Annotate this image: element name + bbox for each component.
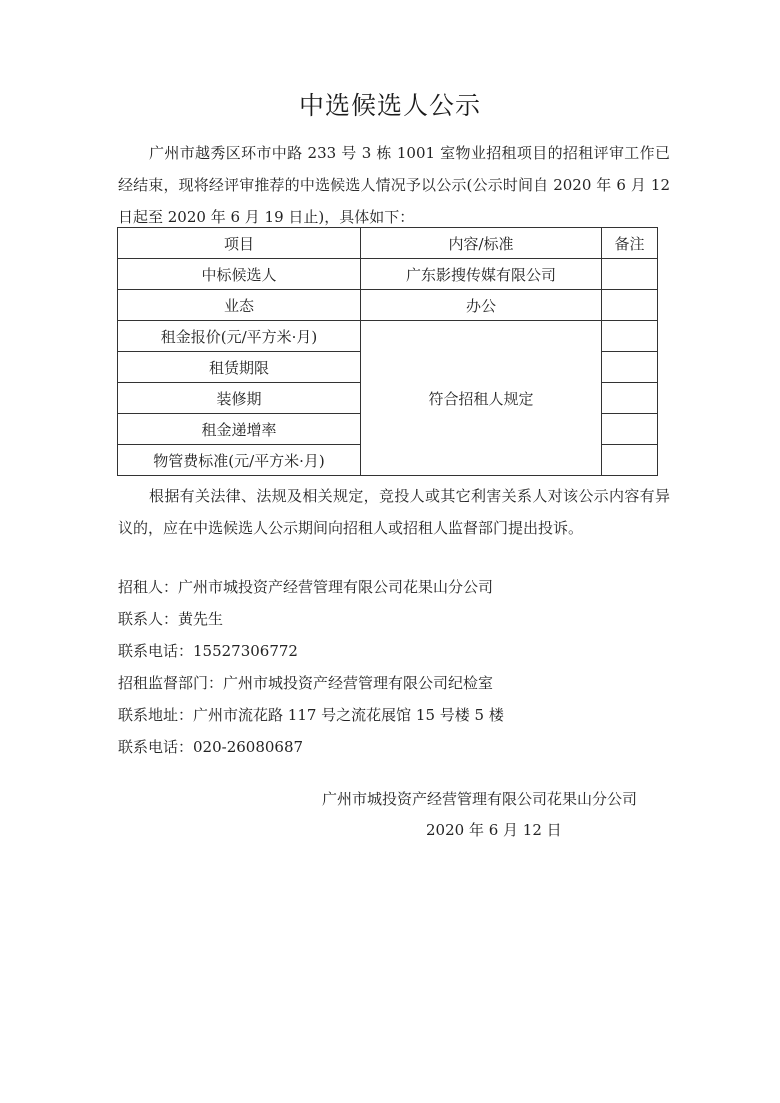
row-item: 物管费标准(元/平方米·月) xyxy=(118,445,361,476)
row-note xyxy=(602,259,658,290)
table-header-row xyxy=(118,228,658,259)
row-note xyxy=(602,414,658,445)
row-item: 装修期 xyxy=(118,383,361,414)
row-item: 租赁期限 xyxy=(118,352,361,383)
table-row xyxy=(118,321,658,352)
contact-person: 联系人：黄先生 xyxy=(118,610,224,628)
table-row xyxy=(118,259,658,290)
contact-phone: 联系电话：15527306772 xyxy=(118,642,298,660)
contact-lessor: 招租人：广州市城投资产经营管理有限公司花果山分公司 xyxy=(118,578,494,596)
row-note xyxy=(602,383,658,414)
row-item: 业态 xyxy=(118,290,361,321)
signature-organization: 广州市城投资产经营管理有限公司花果山分公司 xyxy=(322,790,638,808)
contact-supervisor-phone: 联系电话：020-26080687 xyxy=(118,738,304,756)
row-note xyxy=(602,352,658,383)
header-item: 项目 xyxy=(118,228,361,259)
row-note xyxy=(602,321,658,352)
intro-paragraph: 广州市越秀区环市中路 233 号 3 栋 1001 室物业招租项目的招租评审工作已经结束，现将经评审推荐的中选候选人情况予以公示(公示时间自 2020 年 6 月 12 日起至 2020 年 6 月 19 日止)，具体如下： xyxy=(118,144,670,226)
row-note xyxy=(602,445,658,476)
table-row xyxy=(118,290,658,321)
row-item: 租金报价(元/平方米·月) xyxy=(118,321,361,352)
merged-content-cell: 符合招租人规定 xyxy=(361,321,602,476)
contact-block xyxy=(118,571,504,763)
candidate-table xyxy=(117,227,658,476)
header-content: 内容/标准 xyxy=(361,228,602,259)
complaint-paragraph: 根据有关法律、法规及相关规定，竞投人或其它利害关系人对该公示内容有异议的，应在中选候选人公示期间向招租人或招租人监督部门提出投诉。 xyxy=(118,487,670,537)
contact-supervisor: 招租监督部门：广州市城投资产经营管理有限公司纪检室 xyxy=(118,674,494,692)
row-item: 租金递增率 xyxy=(118,414,361,445)
document-title: 中选候选人公示 xyxy=(298,91,481,120)
row-content: 办公 xyxy=(361,290,602,321)
row-item: 中标候选人 xyxy=(118,259,361,290)
row-content: 广东影搜传媒有限公司 xyxy=(361,259,602,290)
signature-date: 2020 年 6 月 12 日 xyxy=(426,821,562,839)
row-note xyxy=(602,290,658,321)
contact-address: 联系地址：广州市流花路 117 号之流花展馆 15 号楼 5 楼 xyxy=(118,706,504,724)
header-note: 备注 xyxy=(602,228,658,259)
